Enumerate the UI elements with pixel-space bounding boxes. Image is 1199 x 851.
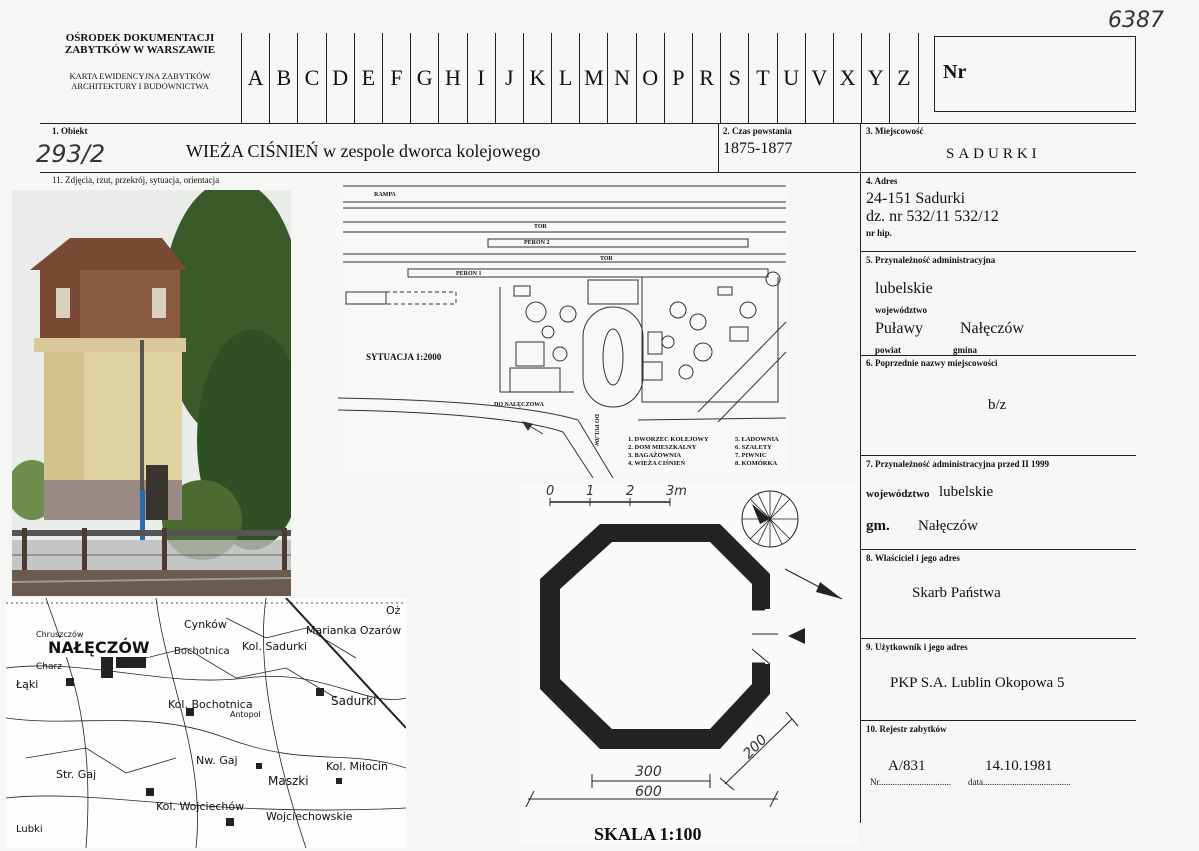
- map-place: Nw. Gaj: [196, 754, 238, 767]
- site-plan-drawing: [338, 182, 788, 478]
- s10-nr-label: Nr................................: [870, 777, 951, 787]
- s5-powiat: Puławy: [875, 320, 923, 337]
- s10-nr: A/831: [888, 758, 926, 774]
- divider: [718, 123, 719, 173]
- letter-cell: M: [580, 33, 608, 123]
- s7-voiv: lubelskie: [939, 484, 994, 500]
- map-place: Łąki: [16, 678, 39, 691]
- map-place: Sadurki: [331, 694, 377, 708]
- divider: [40, 123, 1136, 124]
- legend-item: 5. ŁADOWNIA: [735, 436, 779, 443]
- scale-label: SKALA 1:100: [594, 824, 702, 844]
- map-place: Bochotnica: [174, 646, 230, 657]
- legend-item: 3. BAGAŻOWNIA: [628, 452, 682, 459]
- s4-line3: nr hip.: [866, 228, 892, 238]
- s7-gm-label: gm.: [866, 518, 890, 534]
- s3-label: 3. Miejscowość: [866, 126, 924, 136]
- map-place: Wojciechowskie: [266, 810, 353, 823]
- s7-voiv-label: województwo: [866, 488, 930, 500]
- nr-box: [934, 36, 1136, 112]
- letter-cell: K: [524, 33, 552, 123]
- legend-item: 4. WIEŻA CIŚNIEŃ: [628, 460, 686, 467]
- s4-label: 4. Adres: [866, 176, 898, 186]
- s9-value: PKP S.A. Lublin Okopowa 5: [890, 675, 1065, 691]
- peron1-label: PERON 1: [456, 271, 482, 277]
- s6-value: b/z: [988, 397, 1007, 413]
- scale-tick: 3m: [666, 484, 687, 499]
- s5-label: 5. Przynależność administracyjna: [866, 255, 996, 265]
- letter-cell: C: [298, 33, 326, 123]
- site-plan: [338, 182, 788, 478]
- scale-tick: 1: [586, 484, 595, 499]
- dim-side: 200: [740, 731, 771, 763]
- letter-cell: D: [327, 33, 355, 123]
- card-line1: KARTA EWIDENCYJNA ZABYTKÓW: [69, 71, 211, 81]
- divider: [860, 638, 1136, 639]
- tower-photo-image: [12, 190, 291, 596]
- legend-item: 8. KOMÓRKA: [735, 460, 778, 467]
- s2-value: 1875-1877: [723, 140, 793, 157]
- letter-index-row: [241, 33, 919, 123]
- s11-label: 11. Zdjęcia, rzut, przekrój, sytuacja, orientacja: [52, 175, 220, 185]
- s4-line1: 24-151 Sadurki: [866, 190, 966, 207]
- map-place: NAŁĘCZÓW: [48, 638, 150, 657]
- map-place: Charz: [36, 662, 62, 672]
- letter-cell: J: [496, 33, 524, 123]
- letter-cell: S: [721, 33, 749, 123]
- letter-cell: R: [693, 33, 721, 123]
- s8-label: 8. Właściciel i jego adres: [866, 553, 960, 563]
- letter-cell: H: [439, 33, 467, 123]
- s3-value: SADURKI: [946, 146, 1041, 162]
- letter-cell: O: [637, 33, 665, 123]
- s9-label: 9. Użytkownik i jego adres: [866, 642, 968, 652]
- divider: [860, 720, 1136, 721]
- s2-label: 2. Czas powstania: [723, 126, 792, 136]
- map-place: Kol. Sadurki: [242, 640, 308, 653]
- s8-value: Skarb Państwa: [912, 585, 1001, 601]
- map-place: Kol. Wojciechów: [156, 800, 245, 813]
- legend-left: [628, 436, 709, 468]
- divider: [860, 251, 1136, 252]
- scale-tick: 0: [546, 484, 555, 499]
- floor-plan-drawing: [520, 484, 858, 846]
- legend-right: [735, 436, 779, 468]
- s10-label: 10. Rejestr zabytków: [866, 724, 947, 734]
- s1-label: 1. Obiekt: [52, 126, 88, 136]
- map-place: Antopol: [230, 710, 261, 719]
- divider: [860, 455, 1136, 456]
- map-place: Chruszczów: [36, 630, 84, 639]
- letter-cell: Z: [890, 33, 918, 123]
- tor2-label: TOR: [600, 256, 613, 262]
- tor1-label: TOR: [534, 224, 547, 230]
- divider: [860, 355, 1136, 356]
- letter-cell: U: [778, 33, 806, 123]
- legend-item: 2. DOM MIESZKALNY: [628, 444, 697, 451]
- letter-cell: N: [608, 33, 636, 123]
- org-line1: OŚRODEK DOKUMENTACJI: [65, 32, 215, 44]
- s5-powiat-label: powiat: [875, 345, 902, 355]
- s10-date: 14.10.1981: [985, 758, 1053, 774]
- org-header: [40, 32, 240, 91]
- divider: [860, 123, 861, 823]
- s7-label: 7. Przynależność administracyjna przed II 1999: [866, 459, 1049, 469]
- nr-label: Nr: [943, 61, 967, 83]
- letter-cell: X: [834, 33, 862, 123]
- floor-plan: [520, 484, 858, 846]
- road-naleczow-label: DO NAŁĘCZOWA: [494, 402, 544, 408]
- map-place: Kol. Bochotnica: [168, 698, 253, 711]
- s5-voiv: lubelskie: [875, 280, 933, 297]
- legend-item: 7. PIWNIC: [735, 452, 767, 459]
- s5-gmina-label: gmina: [953, 345, 978, 355]
- topo-map: [6, 598, 406, 848]
- s5-gmina: Nałęczów: [960, 320, 1024, 337]
- map-place: Kol. Miłocin: [326, 760, 388, 773]
- divider: [860, 549, 1136, 550]
- letter-cell: V: [806, 33, 834, 123]
- road-pulawy-label: DO PULAW: [593, 414, 599, 447]
- s1-value: WIEŻA CIŚNIEŃ w zespole dworca kolejowego: [186, 141, 541, 161]
- s7-gm: Nałęczów: [918, 518, 978, 534]
- tower-photo: [12, 190, 291, 596]
- s1-handwritten: 293/2: [36, 140, 106, 168]
- site-plan-title: SYTUACJA 1:2000: [366, 352, 442, 362]
- divider: [40, 172, 1136, 173]
- map-place: Oż: [386, 604, 401, 617]
- org-line2: ZABYTKÓW W WARSZAWIE: [64, 44, 216, 56]
- dim-outer: 600: [635, 784, 662, 800]
- rampa-label: RAMPA: [374, 192, 396, 198]
- letter-cell: I: [468, 33, 496, 123]
- letter-cell: A: [242, 33, 270, 123]
- letter-cell: E: [355, 33, 383, 123]
- letter-cell: B: [270, 33, 298, 123]
- map-place: Maszki: [268, 774, 309, 788]
- legend-item: 6. SZALETY: [735, 444, 772, 451]
- card-line2: ARCHITEKTURY I BUDOWNICTWA: [71, 81, 209, 91]
- map-place: Cynków: [184, 618, 227, 631]
- legend-item: 1. DWORZEC KOLEJOWY: [628, 436, 709, 443]
- s4-line2: dz. nr 532/11 532/12: [866, 208, 999, 225]
- s5-voiv-label: województwo: [875, 305, 927, 315]
- map-place: Str. Gaj: [56, 768, 97, 781]
- s10-date-label: data.......................................: [968, 777, 1071, 787]
- map-place: Marianka Ozarów: [306, 624, 402, 637]
- scale-tick: 2: [626, 484, 635, 499]
- s6-label: 6. Poprzednie nazwy miejscowości: [866, 358, 998, 368]
- stamp-number: 6387: [1108, 8, 1164, 33]
- map-place: Lubki: [16, 824, 43, 835]
- letter-cell: Y: [862, 33, 890, 123]
- letter-cell: G: [411, 33, 439, 123]
- letter-cell: P: [665, 33, 693, 123]
- letter-cell: F: [383, 33, 411, 123]
- dim-inner: 300: [635, 764, 662, 780]
- letter-cell: L: [552, 33, 580, 123]
- letter-cell: T: [749, 33, 777, 123]
- peron2-label: PERON 2: [524, 240, 550, 246]
